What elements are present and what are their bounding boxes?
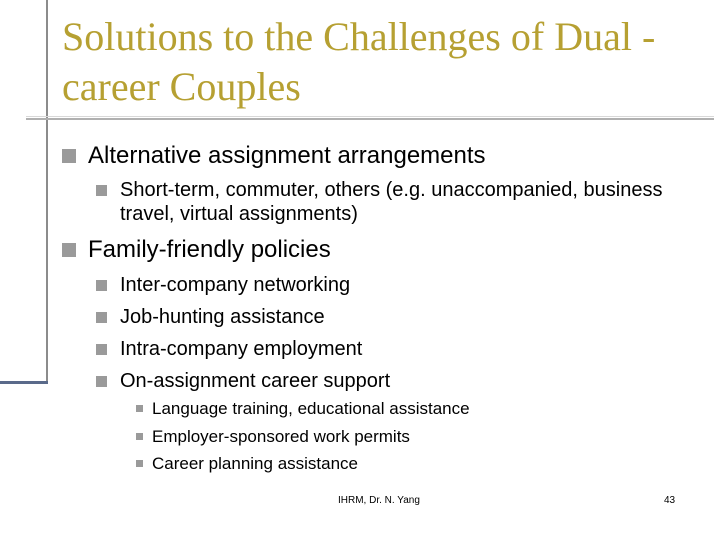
square-bullet-icon [136,433,143,440]
left-accent-bar-lower [46,118,48,383]
bullet-short-term: Short-term, commuter, others (e.g. unaccompanied, business travel, virtual assignments) [120,179,663,225]
square-bullet-icon [136,405,143,412]
bullet-career-planning: Career planning assistance [152,454,359,473]
bullet-work-permits: Employer-sponsored work permits [152,427,410,446]
square-bullet-icon [136,460,143,467]
left-accent-bar [46,0,48,118]
bullet-on-assignment: On-assignment career support [120,370,391,392]
square-bullet-icon [96,312,107,323]
bullet-language-training: Language training, educational assistance [152,399,470,418]
title-divider-shadow [26,116,714,117]
bullet-intra-company: Intra-company employment [120,338,363,360]
left-accent-foot [0,381,48,384]
footer-author: IHRM, Dr. N. Yang [338,495,420,506]
slide-title: Solutions to the Challenges of Dual -career Couples [62,14,656,109]
square-bullet-icon [96,185,107,196]
bullet-alternative-assignment: Alternative assignment arrangements [88,142,486,169]
bullet-family-friendly: Family-friendly policies [88,236,331,263]
bullet-job-hunting: Job-hunting assistance [120,306,325,328]
square-bullet-icon [96,344,107,355]
page-number: 43 [664,495,676,506]
square-bullet-icon [96,376,107,387]
title-divider [26,118,714,120]
bullet-inter-company: Inter-company networking [120,274,351,296]
square-bullet-icon [62,243,76,257]
square-bullet-icon [96,280,107,291]
square-bullet-icon [62,149,76,163]
